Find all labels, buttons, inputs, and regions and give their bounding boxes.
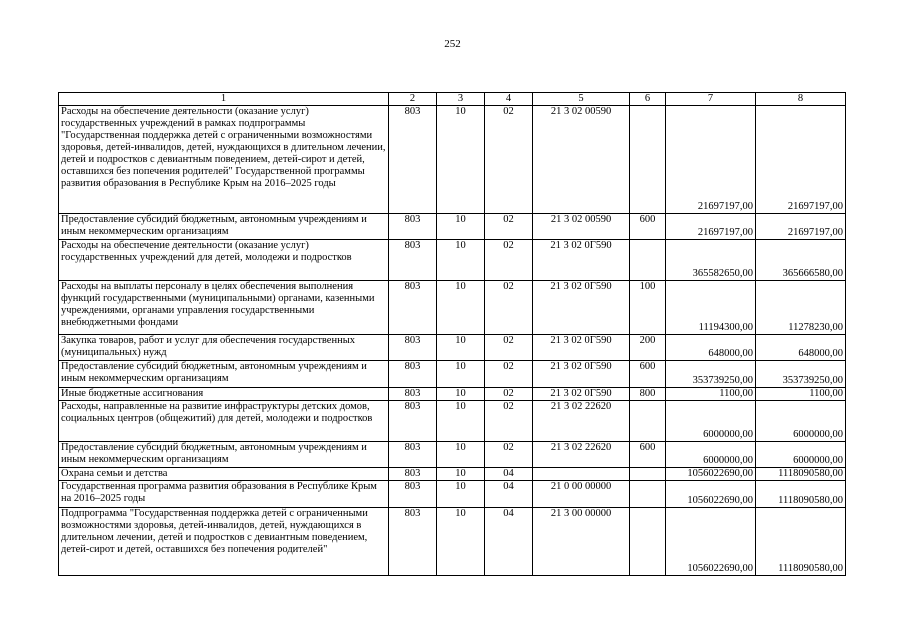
cell-target-article: 21 3 02 0Г590 (533, 240, 630, 281)
cell-amount-year-1: 648000,00 (666, 335, 756, 361)
table-row (59, 335, 846, 361)
cell-amount-year-2: 1118090580,00 (756, 508, 846, 576)
cell-target-article: 21 0 00 00000 (533, 481, 630, 508)
row-name: Закупка товаров, работ и услуг для обеспечения государственных (муниципальных) нужд (59, 335, 389, 361)
row-name: Предоставление субсидий бюджетным, автономным учреждениям и иным некоммерческим организациям (59, 361, 389, 388)
column-header: 1 (59, 93, 389, 106)
column-header: 2 (389, 93, 437, 106)
cell-amount-year-1: 1056022690,00 (666, 508, 756, 576)
row-name: Расходы на обеспечение деятельности (оказание услуг) государственных учреждений для детей, молодежи и подростков (59, 240, 389, 281)
cell-target-article: 21 3 02 0Г590 (533, 361, 630, 388)
cell-subsection: 04 (485, 481, 533, 508)
cell-amount-year-1: 6000000,00 (666, 401, 756, 442)
table-row (59, 361, 846, 388)
cell-section: 10 (437, 388, 485, 401)
cell-amount-year-1: 365582650,00 (666, 240, 756, 281)
table-row (59, 240, 846, 281)
cell-amount-year-1: 1056022690,00 (666, 468, 756, 481)
cell-target-article: 21 3 02 0Г590 (533, 281, 630, 335)
cell-expense-type (630, 468, 666, 481)
cell-ministry-code: 803 (389, 335, 437, 361)
cell-expense-type: 800 (630, 388, 666, 401)
cell-section: 10 (437, 361, 485, 388)
cell-subsection: 02 (485, 361, 533, 388)
table-row (59, 481, 846, 508)
table-row (59, 468, 846, 481)
column-header: 6 (630, 93, 666, 106)
cell-subsection: 02 (485, 442, 533, 468)
cell-ministry-code: 803 (389, 442, 437, 468)
cell-section: 10 (437, 508, 485, 576)
cell-target-article: 21 3 02 0Г590 (533, 335, 630, 361)
cell-ministry-code: 803 (389, 481, 437, 508)
cell-amount-year-2: 21697197,00 (756, 214, 846, 240)
row-name: Предоставление субсидий бюджетным, автономным учреждениям и иным некоммерческим организациям (59, 214, 389, 240)
cell-expense-type (630, 481, 666, 508)
column-header: 3 (437, 93, 485, 106)
cell-subsection: 04 (485, 508, 533, 576)
cell-amount-year-1: 1100,00 (666, 388, 756, 401)
cell-section: 10 (437, 442, 485, 468)
table-row (59, 442, 846, 468)
row-name: Расходы на выплаты персоналу в целях обеспечения выполнения функций государственными (муниципальными) органами, казенными учреждениями, органами управления государственными внебюджетными фондами (59, 281, 389, 335)
cell-subsection: 02 (485, 401, 533, 442)
cell-ministry-code: 803 (389, 281, 437, 335)
cell-expense-type (630, 106, 666, 214)
cell-amount-year-2: 11278230,00 (756, 281, 846, 335)
cell-target-article: 21 3 00 00000 (533, 508, 630, 576)
cell-amount-year-1: 21697197,00 (666, 214, 756, 240)
cell-target-article: 21 3 02 22620 (533, 401, 630, 442)
cell-expense-type: 600 (630, 442, 666, 468)
column-header: 8 (756, 93, 846, 106)
cell-target-article: 21 3 02 0Г590 (533, 388, 630, 401)
cell-section: 10 (437, 481, 485, 508)
cell-amount-year-1: 11194300,00 (666, 281, 756, 335)
column-header: 7 (666, 93, 756, 106)
row-name: Расходы, направленные на развитие инфраструктуры детских домов, социальных центров (общежитий) для детей, молодежи и подростков (59, 401, 389, 442)
row-name: Иные бюджетные ассигнования (59, 388, 389, 401)
table-row (59, 214, 846, 240)
cell-amount-year-2: 1118090580,00 (756, 468, 846, 481)
cell-amount-year-2: 21697197,00 (756, 106, 846, 214)
table-row (59, 281, 846, 335)
cell-section: 10 (437, 240, 485, 281)
cell-amount-year-2: 6000000,00 (756, 442, 846, 468)
cell-amount-year-2: 648000,00 (756, 335, 846, 361)
cell-ministry-code: 803 (389, 361, 437, 388)
cell-ministry-code: 803 (389, 106, 437, 214)
row-name: Предоставление субсидий бюджетным, автономным учреждениям и иным некоммерческим организациям (59, 442, 389, 468)
row-name: Государственная программа развития образования в Республике Крым на 2016–2025 годы (59, 481, 389, 508)
cell-target-article: 21 3 02 22620 (533, 442, 630, 468)
cell-expense-type: 200 (630, 335, 666, 361)
cell-subsection: 02 (485, 240, 533, 281)
row-name: Расходы на обеспечение деятельности (оказание услуг) государственных учреждений в рамках подпрограммы "Государственная поддержка детей с ограниченными возможностями здоровья, детей-инвалидов, детей, нуждающихся в длительном лечении, детей и подростков с девиантным поведением, детей-сирот и детей, оставшихся без попечения родителей" Государственной программы развития образования в Республике Крым на 2016–2025 годы (59, 106, 389, 214)
cell-amount-year-1: 353739250,00 (666, 361, 756, 388)
cell-subsection: 02 (485, 335, 533, 361)
column-header: 4 (485, 93, 533, 106)
column-header: 5 (533, 93, 630, 106)
cell-subsection: 02 (485, 214, 533, 240)
table-row (59, 388, 846, 401)
table-row (59, 508, 846, 576)
cell-amount-year-2: 365666580,00 (756, 240, 846, 281)
cell-target-article: 21 3 02 00590 (533, 106, 630, 214)
cell-expense-type (630, 240, 666, 281)
table-header-row (59, 93, 846, 106)
cell-expense-type (630, 508, 666, 576)
cell-ministry-code: 803 (389, 401, 437, 442)
cell-section: 10 (437, 335, 485, 361)
cell-target-article: 21 3 02 00590 (533, 214, 630, 240)
cell-ministry-code: 803 (389, 468, 437, 481)
cell-amount-year-1: 1056022690,00 (666, 481, 756, 508)
cell-subsection: 02 (485, 281, 533, 335)
cell-subsection: 02 (485, 388, 533, 401)
cell-ministry-code: 803 (389, 214, 437, 240)
cell-expense-type: 100 (630, 281, 666, 335)
cell-amount-year-2: 353739250,00 (756, 361, 846, 388)
cell-section: 10 (437, 401, 485, 442)
cell-ministry-code: 803 (389, 388, 437, 401)
table-row (59, 401, 846, 442)
cell-amount-year-2: 1100,00 (756, 388, 846, 401)
page-number: 252 (444, 38, 461, 50)
budget-table (58, 92, 846, 576)
cell-section: 10 (437, 468, 485, 481)
cell-target-article (533, 468, 630, 481)
cell-section: 10 (437, 214, 485, 240)
cell-subsection: 02 (485, 106, 533, 214)
cell-expense-type (630, 401, 666, 442)
cell-amount-year-1: 21697197,00 (666, 106, 756, 214)
cell-subsection: 04 (485, 468, 533, 481)
row-name: Подпрограмма "Государственная поддержка детей с ограниченными возможностями здоровья, детей-инвалидов, детей, нуждающихся в длительном лечении, детей и подростков с девиантным поведением, детей-сирот и детей, оставшихся без попечения родителей" (59, 508, 389, 576)
cell-amount-year-2: 6000000,00 (756, 401, 846, 442)
table-row (59, 106, 846, 214)
cell-expense-type: 600 (630, 361, 666, 388)
cell-expense-type: 600 (630, 214, 666, 240)
row-name: Охрана семьи и детства (59, 468, 389, 481)
cell-section: 10 (437, 281, 485, 335)
cell-amount-year-1: 6000000,00 (666, 442, 756, 468)
cell-ministry-code: 803 (389, 508, 437, 576)
cell-section: 10 (437, 106, 485, 214)
cell-amount-year-2: 1118090580,00 (756, 481, 846, 508)
cell-ministry-code: 803 (389, 240, 437, 281)
